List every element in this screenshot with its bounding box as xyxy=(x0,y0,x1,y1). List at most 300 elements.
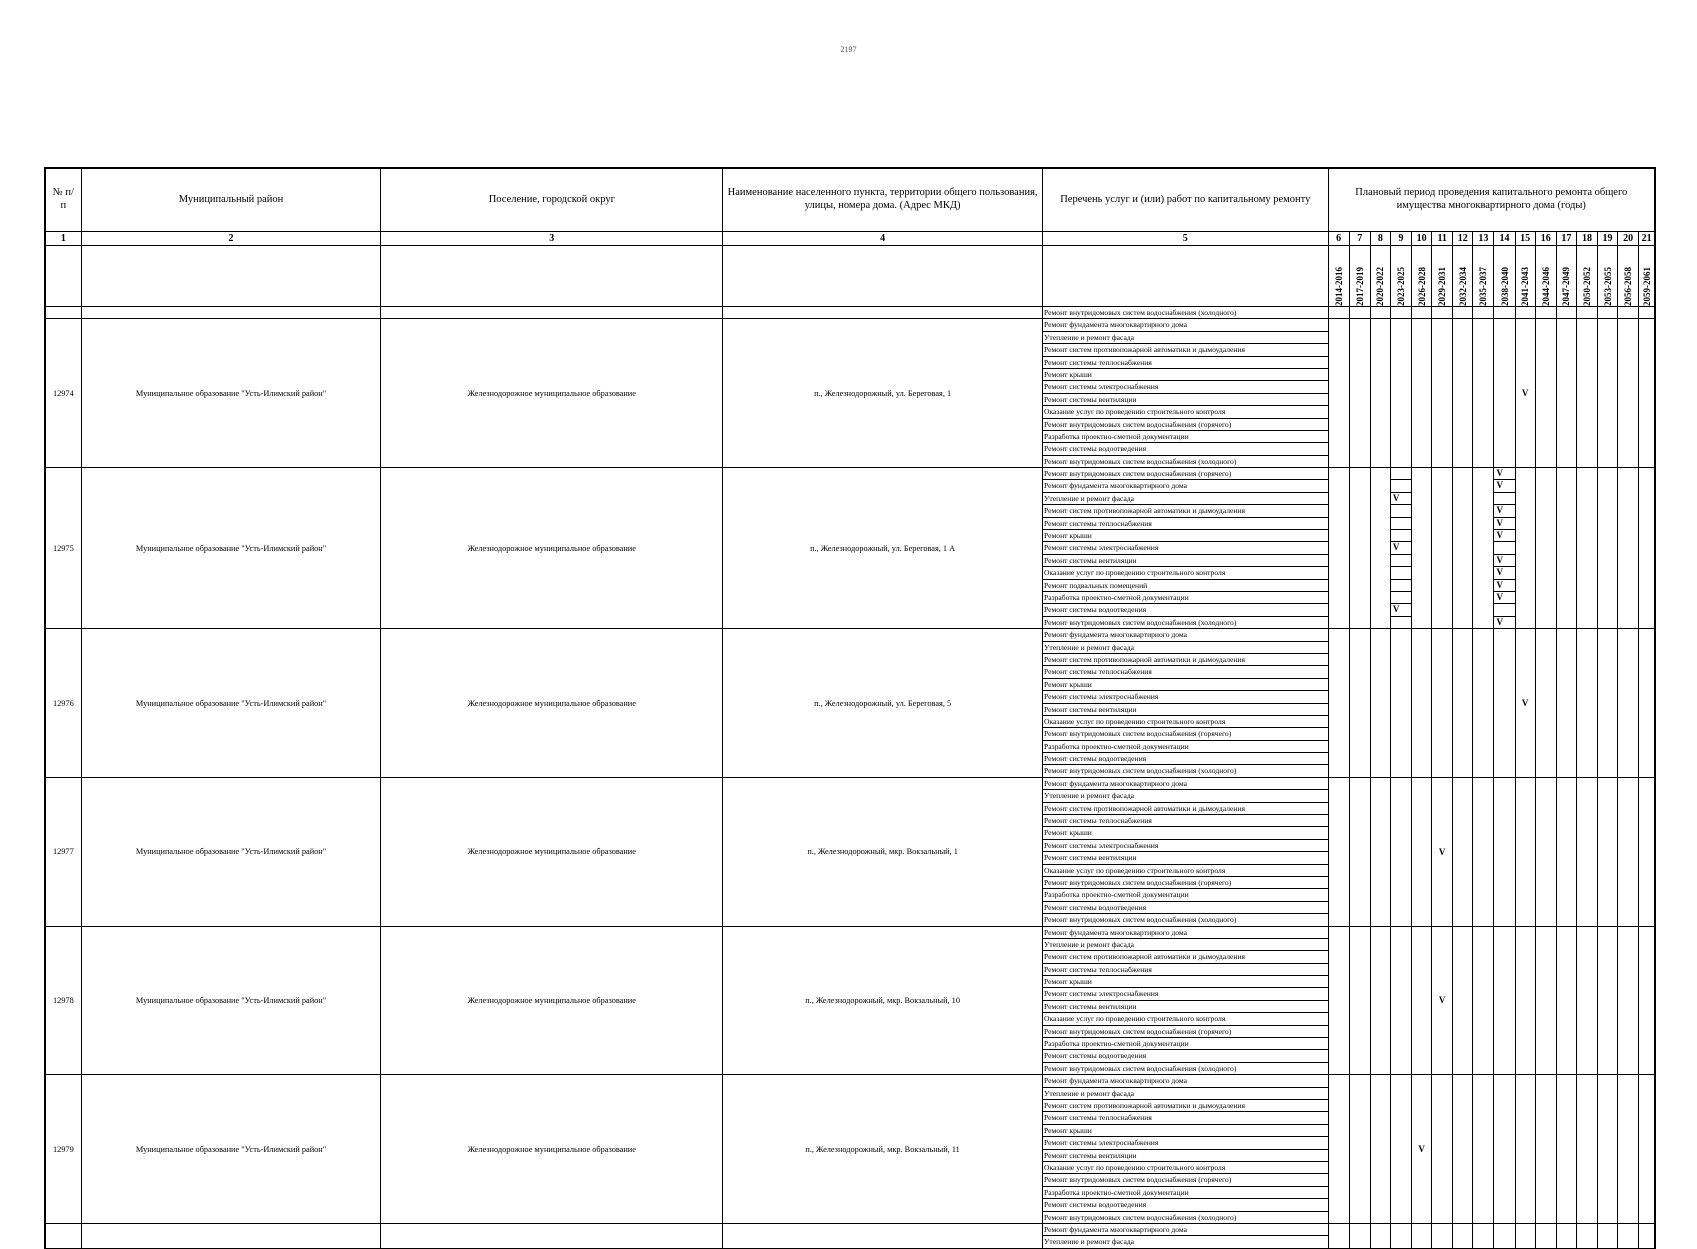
check-mark: V xyxy=(1494,468,1514,480)
work-item: Ремонт фундамента многоквартирного дома xyxy=(1043,778,1328,790)
column-number: 14 xyxy=(1494,232,1515,246)
spill-row xyxy=(45,307,1655,319)
period-label: 2041-2043 xyxy=(1515,246,1535,307)
work-item: Ремонт внутридомовых систем водоснабжения (горячего) xyxy=(1043,877,1328,889)
column-number: 8 xyxy=(1370,232,1390,246)
settlement-cell: Железнодорожное муниципальное образование xyxy=(381,1075,723,1224)
work-item: Ремонт систем противопожарной автоматики и дымоудаления xyxy=(1043,505,1328,517)
work-item: Разработка проектно-сметной документации xyxy=(1043,741,1328,753)
period-cell xyxy=(1412,319,1432,468)
work-item: Разработка проектно-сметной документации xyxy=(1043,1038,1328,1050)
works-list xyxy=(1043,629,1329,778)
period-cell xyxy=(1576,319,1597,468)
empty-mark xyxy=(1391,468,1411,480)
check-mark: V xyxy=(1515,319,1535,468)
column-number: 21 xyxy=(1639,232,1655,246)
check-mark: V xyxy=(1494,555,1514,567)
work-item: Ремонт систем противопожарной автоматики и дымоудаления xyxy=(1043,951,1328,963)
period-cell xyxy=(1453,1223,1473,1248)
empty-cell xyxy=(45,307,81,319)
period-label: 2032-2034 xyxy=(1453,246,1473,307)
period-cell xyxy=(1515,777,1535,926)
period-cell xyxy=(1618,629,1639,778)
table-row xyxy=(45,319,1655,468)
period-cell xyxy=(1618,926,1639,1075)
work-item: Утепление и ремонт фасада xyxy=(1044,1237,1135,1247)
period-cell xyxy=(1453,926,1473,1075)
check-mark: V xyxy=(1412,1075,1432,1224)
column-number-row xyxy=(45,232,1655,246)
empty-cell xyxy=(1515,307,1535,319)
column-number: 4 xyxy=(723,232,1043,246)
period-cell xyxy=(1370,777,1390,926)
work-item: Ремонт системы вентиляции xyxy=(1043,1001,1328,1013)
column-number: 7 xyxy=(1349,232,1370,246)
work-item: Ремонт системы теплоснабжения xyxy=(1043,815,1328,827)
period-cell xyxy=(1618,319,1639,468)
empty-mark xyxy=(1391,480,1411,492)
column-number: 5 xyxy=(1043,232,1329,246)
period-cell xyxy=(1639,468,1655,629)
work-item: Ремонт внутридомовых систем водоснабжения (горячего) xyxy=(1043,1026,1328,1038)
column-number: 6 xyxy=(1328,232,1349,246)
row-number xyxy=(45,1223,81,1248)
header-district: Муниципальный район xyxy=(81,168,381,232)
check-mark: V xyxy=(1494,580,1514,592)
period-cell xyxy=(1412,926,1432,1075)
period-cell xyxy=(1598,1075,1618,1224)
empty-cell xyxy=(81,307,381,319)
check-mark: V xyxy=(1515,629,1535,778)
period-cell xyxy=(1432,319,1453,468)
work-item: Ремонт внутридомовых систем водоснабжения (холодного) xyxy=(1044,308,1237,317)
work-item: Ремонт системы электроснабжения xyxy=(1043,1137,1328,1149)
work-item: Ремонт системы электроснабжения xyxy=(1043,988,1328,1000)
period-cell xyxy=(1535,319,1556,468)
period-cell xyxy=(1473,468,1494,629)
period-label: 2023-2025 xyxy=(1390,246,1411,307)
period-cell xyxy=(1618,1223,1639,1248)
period-label: 2035-2037 xyxy=(1473,246,1494,307)
empty-cell xyxy=(1453,307,1473,319)
work-item: Ремонт систем противопожарной автоматики и дымоудаления xyxy=(1043,803,1328,815)
empty-cell xyxy=(1576,307,1597,319)
period-cell xyxy=(1370,629,1390,778)
work-item: Ремонт системы теплоснабжения xyxy=(1043,357,1328,369)
period-cell xyxy=(1412,468,1432,629)
work-item: Ремонт системы водоотведения xyxy=(1043,753,1328,765)
work-item: Разработка проектно-сметной документации xyxy=(1043,889,1328,901)
empty-mark xyxy=(1391,567,1411,579)
work-item: Ремонт системы электроснабжения xyxy=(1043,542,1328,554)
empty-cell xyxy=(1494,307,1515,319)
period-cell xyxy=(1453,468,1473,629)
period-cell xyxy=(1515,1223,1535,1248)
period-cell xyxy=(1515,468,1535,629)
empty-cell xyxy=(1412,307,1432,319)
empty-cell xyxy=(1598,307,1618,319)
work-item: Ремонт системы электроснабжения xyxy=(1043,381,1328,393)
check-mark: V xyxy=(1494,505,1514,517)
period-cell xyxy=(1535,629,1556,778)
period-cell xyxy=(1349,319,1370,468)
work-item: Ремонт системы водоотведения xyxy=(1043,1050,1328,1062)
period-row-spacer xyxy=(81,246,381,307)
capital-repair-register-sheet xyxy=(44,167,1656,1247)
empty-mark xyxy=(1494,542,1514,554)
work-item: Ремонт системы вентиляции xyxy=(1043,555,1328,567)
work-item: Ремонт крыши xyxy=(1043,1125,1328,1137)
work-item: Ремонт системы вентиляции xyxy=(1043,704,1328,716)
period-cell xyxy=(1556,319,1576,468)
period-cell xyxy=(1349,468,1370,629)
work-item: Ремонт системы вентиляции xyxy=(1043,1150,1328,1162)
column-number: 16 xyxy=(1535,232,1556,246)
column-number: 1 xyxy=(45,232,81,246)
column-number: 10 xyxy=(1412,232,1432,246)
period-cell xyxy=(1412,777,1432,926)
period-cell xyxy=(1370,319,1390,468)
period-cell xyxy=(1432,1075,1453,1224)
work-item: Ремонт системы водоотведения xyxy=(1043,604,1328,616)
work-item: Оказание услуг по проведению строительного контроля xyxy=(1043,1013,1328,1025)
work-item: Ремонт внутридомовых систем водоснабжения (холодного) xyxy=(1044,915,1237,925)
works-list xyxy=(1043,307,1329,319)
period-cell xyxy=(1432,629,1453,778)
period-cell xyxy=(1494,926,1515,1075)
check-mark: V xyxy=(1391,604,1411,616)
district-cell: Муниципальное образование "Усть-Илимский район" xyxy=(81,629,381,778)
work-item: Разработка проектно-сметной документации xyxy=(1043,431,1328,443)
period-cell xyxy=(1453,319,1473,468)
table-row xyxy=(45,926,1655,1075)
settlement-cell: Железнодорожное муниципальное образование xyxy=(381,777,723,926)
table-header xyxy=(45,168,1655,307)
work-item: Ремонт крыши xyxy=(1043,530,1328,542)
period-cell xyxy=(1432,1223,1453,1248)
district-cell xyxy=(81,1223,381,1248)
period-cell xyxy=(1349,777,1370,926)
page-number: 2197 xyxy=(840,45,857,54)
table-row xyxy=(45,777,1655,926)
check-mark: V xyxy=(1496,616,1503,627)
empty-mark xyxy=(1494,604,1514,616)
period-cell xyxy=(1639,1223,1655,1248)
period-cell xyxy=(1598,777,1618,926)
address-cell xyxy=(723,1223,1043,1248)
works-list xyxy=(1043,1075,1329,1224)
work-item: Разработка проектно-сметной документации xyxy=(1043,592,1328,604)
period-cell xyxy=(1598,319,1618,468)
period-cell xyxy=(1370,468,1390,629)
row-number: 12978 xyxy=(45,926,81,1075)
period-cell xyxy=(1598,1223,1618,1248)
period-label: 2026-2028 xyxy=(1412,246,1432,307)
period-cell xyxy=(1639,926,1655,1075)
period-label: 2014-2016 xyxy=(1328,246,1349,307)
check-mark: V xyxy=(1432,926,1453,1075)
period-cell xyxy=(1535,1075,1556,1224)
column-number: 20 xyxy=(1618,232,1639,246)
works-list xyxy=(1043,926,1329,1075)
period-cell xyxy=(1328,926,1349,1075)
work-item: Оказание услуг по проведению строительного контроля xyxy=(1043,716,1328,728)
period-label-row xyxy=(45,246,1655,307)
work-item: Оказание услуг по проведению строительного контроля xyxy=(1043,567,1328,579)
work-item: Ремонт внутридомовых систем водоснабжения (холодного) xyxy=(1044,766,1237,776)
empty-cell xyxy=(1390,307,1411,319)
period-cell xyxy=(1556,1075,1576,1224)
period-cell xyxy=(1473,1075,1494,1224)
period-checklist xyxy=(1390,468,1411,629)
work-item: Ремонт системы водоотведения xyxy=(1043,443,1328,455)
period-cell xyxy=(1349,629,1370,778)
district-cell: Муниципальное образование "Усть-Илимский район" xyxy=(81,777,381,926)
work-item: Ремонт системы электроснабжения xyxy=(1043,840,1328,852)
empty-cell xyxy=(1328,307,1349,319)
work-item: Ремонт внутридомовых систем водоснабжения (холодного) xyxy=(1044,456,1237,466)
period-row-spacer xyxy=(723,246,1043,307)
column-number: 3 xyxy=(381,232,723,246)
period-cell xyxy=(1453,1075,1473,1224)
period-cell xyxy=(1473,1223,1494,1248)
period-cell xyxy=(1349,1223,1370,1248)
check-mark: V xyxy=(1494,592,1514,604)
work-item: Ремонт системы теплоснабжения xyxy=(1043,1112,1328,1124)
period-cell xyxy=(1576,629,1597,778)
work-item: Ремонт фундамента многоквартирного дома xyxy=(1043,629,1328,641)
empty-mark xyxy=(1391,530,1411,542)
table-body xyxy=(45,307,1655,1249)
district-cell: Муниципальное образование "Усть-Илимский район" xyxy=(81,1075,381,1224)
empty-mark xyxy=(1494,493,1514,505)
period-cell xyxy=(1556,629,1576,778)
period-cell xyxy=(1328,1075,1349,1224)
settlement-cell xyxy=(381,1223,723,1248)
address-cell: п., Железнодорожный, мкр. Вокзальный, 11 xyxy=(723,1075,1043,1224)
column-number: 19 xyxy=(1598,232,1618,246)
work-item: Ремонт систем противопожарной автоматики и дымоудаления xyxy=(1043,344,1328,356)
table-row xyxy=(45,468,1655,629)
work-item: Ремонт внутридомовых систем водоснабжения (горячего) xyxy=(1043,468,1328,480)
column-number: 18 xyxy=(1576,232,1597,246)
period-cell xyxy=(1453,777,1473,926)
check-mark: V xyxy=(1494,480,1514,492)
period-label: 2020-2022 xyxy=(1370,246,1390,307)
period-cell xyxy=(1618,1075,1639,1224)
period-cell xyxy=(1556,926,1576,1075)
work-item: Ремонт фундамента многоквартирного дома xyxy=(1043,319,1328,331)
period-cell xyxy=(1576,468,1597,629)
period-label: 2017-2019 xyxy=(1349,246,1370,307)
period-label: 2059-2061 xyxy=(1639,246,1655,307)
empty-cell xyxy=(1432,307,1453,319)
empty-mark xyxy=(1391,555,1411,567)
period-cell xyxy=(1598,468,1618,629)
period-cell xyxy=(1535,926,1556,1075)
check-mark: V xyxy=(1391,493,1411,505)
settlement-cell: Железнодорожное муниципальное образование xyxy=(381,629,723,778)
row-number: 12976 xyxy=(45,629,81,778)
work-item: Ремонт системы водоотведения xyxy=(1043,902,1328,914)
period-cell xyxy=(1576,777,1597,926)
period-cell xyxy=(1515,1075,1535,1224)
work-item: Утепление и ремонт фасада xyxy=(1043,1088,1328,1100)
period-cell xyxy=(1494,1223,1515,1248)
address-cell: п., Железнодорожный, ул. Береговая, 5 xyxy=(723,629,1043,778)
row-number: 12977 xyxy=(45,777,81,926)
work-item: Ремонт систем противопожарной автоматики и дымоудаления xyxy=(1043,1100,1328,1112)
work-item: Ремонт системы теплоснабжения xyxy=(1043,518,1328,530)
period-cell xyxy=(1494,629,1515,778)
work-item: Утепление и ремонт фасада xyxy=(1043,642,1328,654)
period-cell xyxy=(1453,629,1473,778)
empty-mark xyxy=(1391,617,1411,628)
period-cell xyxy=(1473,926,1494,1075)
period-label: 2044-2046 xyxy=(1535,246,1556,307)
work-item: Ремонт крыши xyxy=(1043,976,1328,988)
period-cell xyxy=(1556,1223,1576,1248)
period-cell xyxy=(1535,1223,1556,1248)
period-cell xyxy=(1390,319,1411,468)
period-cell xyxy=(1494,777,1515,926)
work-item: Ремонт внутридомовых систем водоснабжения (холодного) xyxy=(1044,1063,1237,1073)
district-cell: Муниципальное образование "Усть-Илимский район" xyxy=(81,468,381,629)
period-cell xyxy=(1349,926,1370,1075)
empty-cell xyxy=(1556,307,1576,319)
period-cell xyxy=(1618,777,1639,926)
period-cell xyxy=(1639,777,1655,926)
header-settlement: Поселение, городской округ xyxy=(381,168,723,232)
works-list xyxy=(1043,1223,1329,1248)
empty-cell xyxy=(1618,307,1639,319)
period-cell xyxy=(1473,777,1494,926)
check-mark: V xyxy=(1494,530,1514,542)
work-item: Ремонт фундамента многоквартирного дома xyxy=(1043,1224,1328,1236)
period-label: 2038-2040 xyxy=(1494,246,1515,307)
empty-cell xyxy=(1349,307,1370,319)
address-cell: п., Железнодорожный, ул. Береговая, 1 А xyxy=(723,468,1043,629)
table-row xyxy=(45,1075,1655,1224)
empty-mark xyxy=(1391,505,1411,517)
work-item: Ремонт крыши xyxy=(1043,679,1328,691)
work-item: Утепление и ремонт фасада xyxy=(1043,493,1328,505)
column-number: 12 xyxy=(1453,232,1473,246)
header-num: № п/п xyxy=(45,168,81,232)
work-item: Ремонт системы теплоснабжения xyxy=(1043,964,1328,976)
period-cell xyxy=(1535,468,1556,629)
row-number: 12975 xyxy=(45,468,81,629)
column-number: 2 xyxy=(81,232,381,246)
empty-cell xyxy=(1639,307,1655,319)
period-cell xyxy=(1576,1223,1597,1248)
period-cell xyxy=(1556,468,1576,629)
period-checklist xyxy=(1494,468,1515,629)
period-row-spacer xyxy=(1043,246,1329,307)
work-item: Ремонт системы теплоснабжения xyxy=(1043,666,1328,678)
empty-cell xyxy=(1473,307,1494,319)
period-cell xyxy=(1349,1075,1370,1224)
check-mark: V xyxy=(1391,542,1411,554)
period-cell xyxy=(1515,926,1535,1075)
period-row-spacer xyxy=(45,246,81,307)
period-cell xyxy=(1576,926,1597,1075)
work-item: Ремонт системы вентиляции xyxy=(1043,852,1328,864)
period-cell xyxy=(1390,1075,1411,1224)
work-item: Утепление и ремонт фасада xyxy=(1043,332,1328,344)
empty-mark xyxy=(1391,518,1411,530)
work-item: Ремонт внутридомовых систем водоснабжения (горячего) xyxy=(1043,1174,1328,1186)
address-cell: п., Железнодорожный, мкр. Вокзальный, 1 xyxy=(723,777,1043,926)
column-number: 17 xyxy=(1556,232,1576,246)
work-item: Ремонт систем противопожарной автоматики и дымоудаления xyxy=(1043,654,1328,666)
address-cell: п., Железнодорожный, мкр. Вокзальный, 10 xyxy=(723,926,1043,1075)
header-address: Наименование населенного пункта, территории общего пользования, улицы, номера дома. (Адрес МКД) xyxy=(723,168,1043,232)
period-cell xyxy=(1639,629,1655,778)
work-item: Ремонт фундамента многоквартирного дома xyxy=(1043,480,1328,492)
work-item: Ремонт крыши xyxy=(1043,369,1328,381)
work-item: Ремонт системы вентиляции xyxy=(1043,394,1328,406)
period-cell xyxy=(1598,629,1618,778)
settlement-cell: Железнодорожное муниципальное образование xyxy=(381,319,723,468)
settlement-cell: Железнодорожное муниципальное образование xyxy=(381,468,723,629)
period-cell xyxy=(1390,926,1411,1075)
check-mark: V xyxy=(1494,567,1514,579)
period-cell xyxy=(1432,468,1453,629)
empty-mark xyxy=(1391,580,1411,592)
period-cell xyxy=(1494,1075,1515,1224)
capital-repair-table xyxy=(44,167,1656,1249)
work-item: Ремонт внутридомовых систем водоснабжения (холодного) xyxy=(1044,1212,1237,1222)
table-row xyxy=(45,1223,1655,1248)
column-number: 9 xyxy=(1390,232,1411,246)
period-cell xyxy=(1639,319,1655,468)
period-cell xyxy=(1473,629,1494,778)
row-number: 12979 xyxy=(45,1075,81,1224)
works-list xyxy=(1043,777,1329,926)
period-cell xyxy=(1370,926,1390,1075)
works-list xyxy=(1043,468,1329,629)
period-label: 2056-2058 xyxy=(1618,246,1639,307)
district-cell: Муниципальное образование "Усть-Илимский район" xyxy=(81,319,381,468)
work-item: Ремонт фундамента многоквартирного дома xyxy=(1043,927,1328,939)
empty-mark xyxy=(1391,592,1411,604)
period-cell xyxy=(1390,629,1411,778)
work-item: Ремонт внутридомовых систем водоснабжения (холодного) xyxy=(1044,617,1237,627)
empty-cell xyxy=(723,307,1043,319)
period-cell xyxy=(1598,926,1618,1075)
address-cell: п., Железнодорожный, ул. Береговая, 1 xyxy=(723,319,1043,468)
work-item: Ремонт внутридомовых систем водоснабжения (горячего) xyxy=(1043,419,1328,431)
column-number: 15 xyxy=(1515,232,1535,246)
work-item: Разработка проектно-сметной документации xyxy=(1043,1187,1328,1199)
period-cell xyxy=(1328,319,1349,468)
period-cell xyxy=(1390,1223,1411,1248)
period-label: 2029-2031 xyxy=(1432,246,1453,307)
period-cell xyxy=(1328,629,1349,778)
work-item: Ремонт системы водоотведения xyxy=(1043,1199,1328,1211)
row-number: 12974 xyxy=(45,319,81,468)
work-item: Ремонт фундамента многоквартирного дома xyxy=(1043,1075,1328,1087)
period-row-spacer xyxy=(381,246,723,307)
period-cell xyxy=(1576,1075,1597,1224)
period-cell xyxy=(1412,1223,1432,1248)
column-number: 11 xyxy=(1432,232,1453,246)
work-item: Утепление и ремонт фасада xyxy=(1043,939,1328,951)
period-cell xyxy=(1535,777,1556,926)
work-item: Оказание услуг по проведению строительного контроля xyxy=(1043,865,1328,877)
period-label: 2050-2052 xyxy=(1576,246,1597,307)
